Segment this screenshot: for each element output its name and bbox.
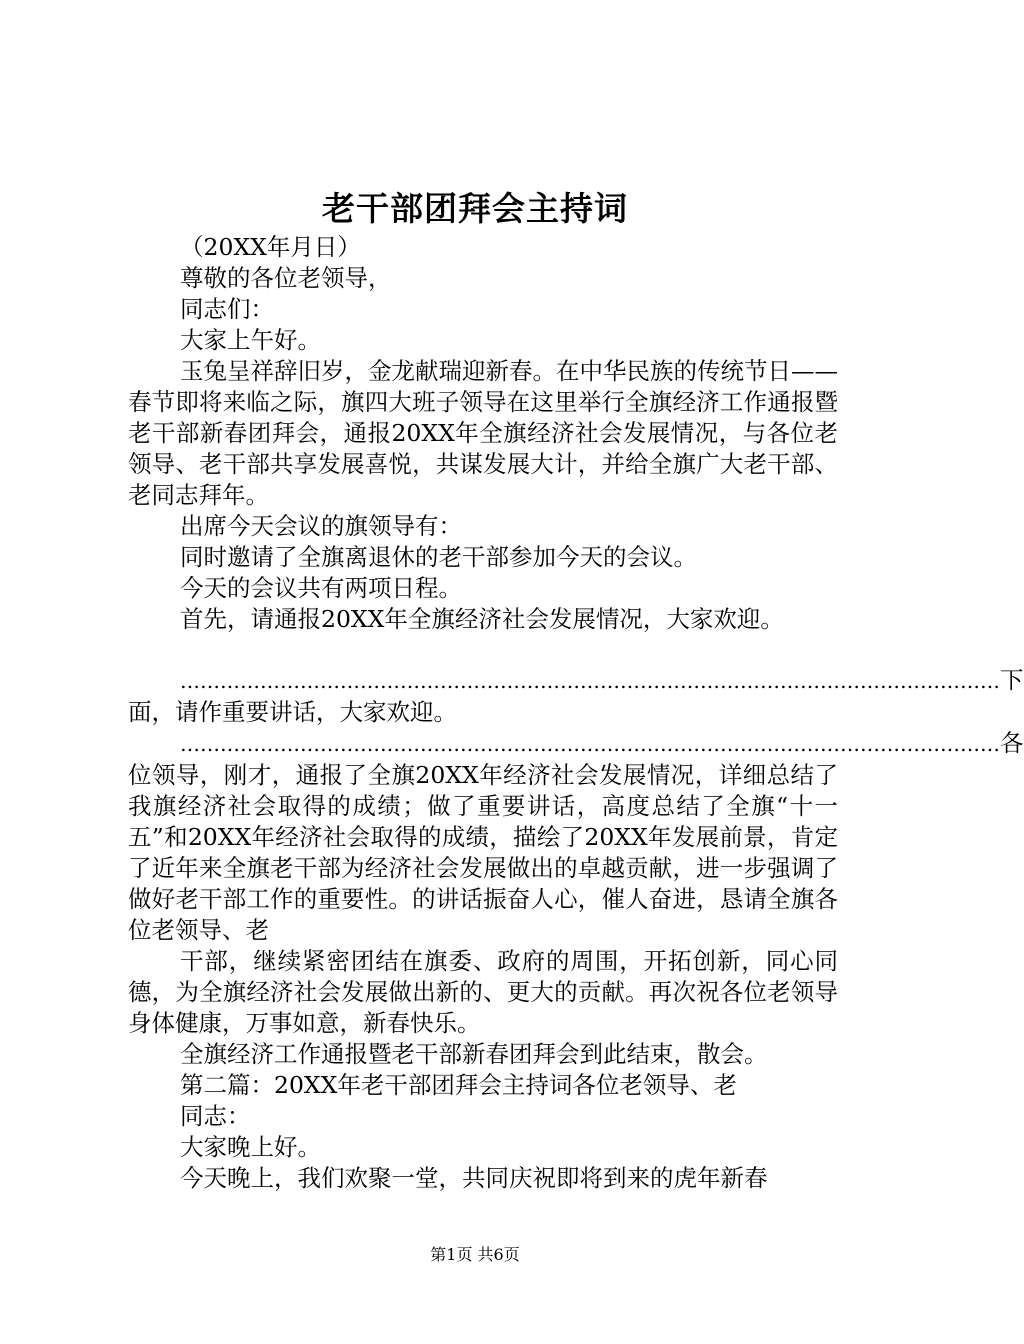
dot-leader: …………………………………………………………………………………………………………… xyxy=(180,732,1000,756)
document-body xyxy=(128,232,1024,1194)
dot-leader-tail: 各 xyxy=(1000,729,1024,757)
section-two-greeting: 大家晚上好。 xyxy=(180,1133,321,1161)
date-line: （20XX年月日） xyxy=(180,233,361,261)
opening-paragraph: 玉兔呈祥辞旧岁，金龙献瑞迎新春。在中华民族的传统节日——春节即将来临之际，旗四大班子领导在这里举行全旗经济工作通报暨老干部新春团拜会，通报20XX年全旗经济社会发展情况，与各位老领导、老干部共享发展喜悦，共谋发展大计，并给全旗广大老干部、老同志拜年。 xyxy=(128,357,838,509)
salutation: 尊敬的各位老领导， xyxy=(180,264,392,292)
dot-leader-line-1 xyxy=(128,665,1024,697)
document-title: 老干部团拜会主持词 xyxy=(322,189,628,228)
salutation-comrades: 同志们： xyxy=(180,295,274,323)
agenda-line: 今天的会议共有两项日程。 xyxy=(180,574,462,602)
section-two-opening: 今天晚上，我们欢聚一堂，共同庆祝即将到来的虎年新春 xyxy=(180,1164,768,1192)
section-two-salutation: 同志： xyxy=(180,1102,251,1130)
second-item-line: 面，请作重要讲话，大家欢迎。 xyxy=(128,698,457,726)
invited-line: 同时邀请了全旗离退休的老干部参加今天的会议。 xyxy=(180,543,697,571)
adjourn-line: 全旗经济工作通报暨老干部新春团拜会到此结束，散会。 xyxy=(180,1040,768,1068)
greeting: 大家上午好。 xyxy=(180,326,321,354)
section-two-heading: 第二篇：20XX年老干部团拜会主持词各位老领导、老 xyxy=(180,1071,737,1099)
summary-paragraph: 位领导，刚才，通报了全旗20XX年经济社会发展情况，详细总结了我旗经济社会取得的成绩；做了重要讲话，高度总结了全旗“十一五”和20XX年经济社会取得的成绩，描绘了20XX年发展前景，肯定了近年来全旗老干部为经济社会发展做出的卓越贡献，进一步强调了做好老干部工作的重要性。的讲话振奋人心，催人奋进，恳请全旗各位老领导、老 xyxy=(128,761,838,944)
page-footer: 第1页 共6页 xyxy=(430,1245,520,1264)
dot-leader-tail: 下 xyxy=(1000,666,1024,694)
first-item-line: 首先，请通报20XX年全旗经济社会发展情况，大家欢迎。 xyxy=(180,605,784,633)
dot-leader-line-2 xyxy=(128,728,1024,760)
closing-paragraph: 干部，继续紧密团结在旗委、政府的周围，开拓创新，同心同德，为全旗经济社会发展做出新的、更大的贡献。再次祝各位老领导身体健康，万事如意，新春快乐。 xyxy=(128,947,838,1037)
attendees-line: 出席今天会议的旗领导有： xyxy=(180,512,462,540)
dot-leader: …………………………………………………………………………………………………………… xyxy=(180,669,1000,693)
